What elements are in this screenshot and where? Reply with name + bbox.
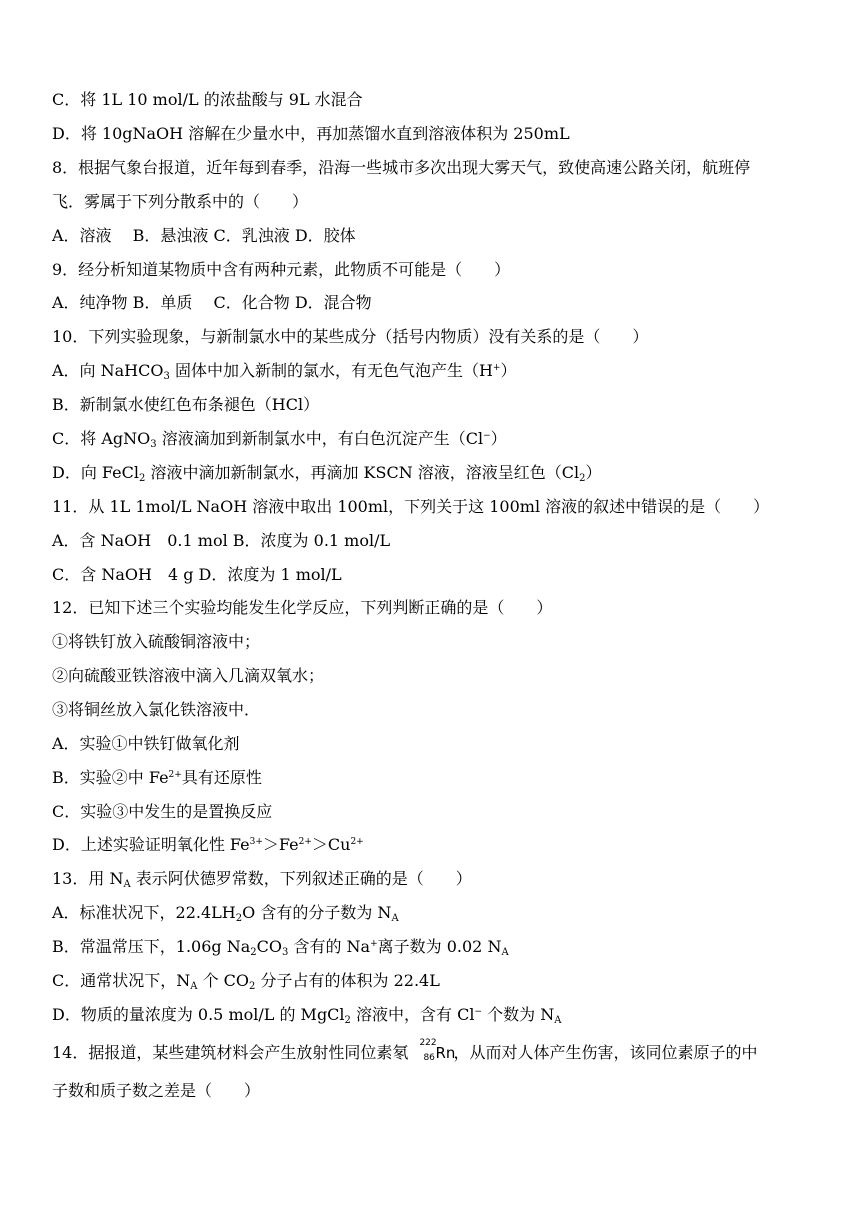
experiment-2: ②向硫酸亚铁溶液中滴入几滴双氧水；: [52, 666, 325, 685]
question-9-options: A．纯净物 B．单质 C．化合物 D．混合物: [52, 293, 372, 312]
question-10-stem: 10．下列实验现象，与新制氯水中的某些成分（括号内物质）没有关系的是（ ）: [52, 327, 649, 346]
option-10d: D．向 FeCl$_2$ 溶液中滴加新制氯水，再滴加 KSCN 溶液，溶液呈红色$(Cl_2)$: [52, 463, 602, 484]
question-14-stem-line2: 子数和质子数之差是（ ）: [52, 1081, 261, 1100]
option-13b: B．常温常压下，1.06g $Na_2CO_3$ 含有的 Na+离子数为 0.02 $N_A$: [52, 937, 509, 958]
experiment-1: ①将铁钉放入硫酸铜溶液中；: [52, 632, 261, 651]
question-13-stem: 13．用 $N_A$ 表示阿伏德罗常数，下列叙述正确的是（ ）: [52, 869, 472, 890]
option-7c: C．将 1L 10 mol/L 的浓盐酸与 9L 水混合: [52, 90, 363, 109]
question-8-options: A．溶液 B．悬浊液 C．乳浊液 D．胶体: [52, 226, 356, 245]
question-11-options-ab: A．含 NaOH 0.1 mol B．浓度为 0.1 mol/L: [52, 531, 391, 550]
option-12c: C．实验③中发生的是置换反应: [52, 802, 273, 821]
option-10a: A．向 NaHCO$_3$ 固体中加入新制的氯水，有无色气泡产生（H+）: [52, 361, 517, 382]
question-9-stem: 9．经分析知道某物质中含有两种元素，此物质不可能是（ ）: [52, 260, 511, 279]
question-8-stem-line2: 飞．雾属于下列分散系中的（ ）: [52, 192, 309, 211]
option-13d: D．物质的量浓度为 0.5 mol/L 的 MgCl$_2$ 溶液中，含有 Cl− 个数为 $N_A$: [52, 1005, 562, 1026]
radon-nuclide-symbol: 222 86 Rn: [419, 1038, 456, 1063]
option-13a: A．标准状况下，$22.4LH_2O$ 含有的分子数为 $N_A$: [52, 903, 399, 924]
experiment-3: ③将铜丝放入氯化铁溶液中．: [52, 700, 261, 719]
question-8-stem-line1: 8．根据气象台报道，近年每到春季，沿海一些城市多次出现大雾天气，致使高速公路关闭，航班停: [52, 158, 751, 177]
question-11-stem: 11．从 1L 1mol/L NaOH 溶液中取出 100ml，下列关于这 100ml 溶液的叙述中错误的是（ ）: [52, 497, 770, 516]
question-11-options-cd: C．含 NaOH 4 g D．浓度为 1 mol/L: [52, 565, 342, 584]
option-12a: A．实验①中铁钉做氧化剂: [52, 734, 240, 753]
option-12d: D．上述实验证明氧化性 $Fe^{3+}>Fe^{2+}>Cu^{2+}$: [52, 835, 364, 854]
option-10c: C．将 AgNO$_3$ 溶液滴加到新制氯水中，有白色沉淀产生（Cl−）: [52, 429, 507, 450]
question-14-stem-line1: 14．据报道，某些建筑材料会产生放射性同位素氡 222 86 Rn ，从而对人体产生伤害，该同位素原子的中: [52, 1038, 758, 1063]
option-7d: D．将 10gNaOH 溶解在少量水中，再加蒸馏水直到溶液体积为 250mL: [52, 124, 570, 143]
question-12-stem: 12．已知下述三个实验均能发生化学反应，下列判断正确的是（ ）: [52, 598, 553, 617]
option-10b: B．新制氯水使红色布条褪色（HCl）: [52, 395, 320, 414]
option-13c: C．通常状况下，$N_A$ 个 $CO_2$ 分子占有的体积为 22.4L: [52, 971, 440, 992]
option-12b: B．实验②中 $Fe^{2+}$具有还原性: [52, 768, 262, 787]
